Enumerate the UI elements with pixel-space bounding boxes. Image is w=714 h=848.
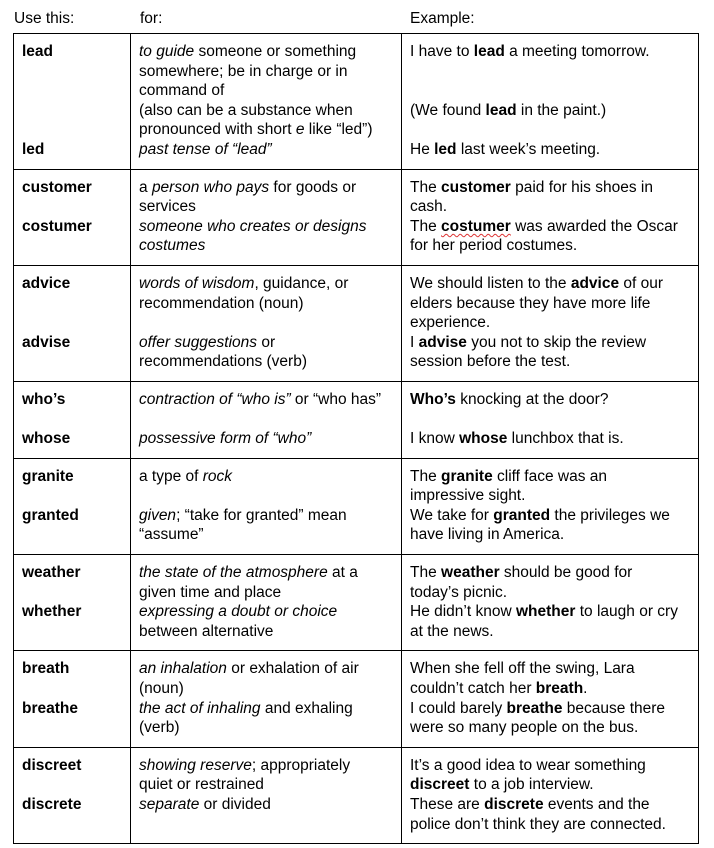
text: When she fell off the swing, Lara [410, 660, 635, 678]
text: you not to skip the review [466, 333, 647, 351]
text-line [410, 236, 691, 256]
text-line [139, 583, 394, 603]
text-line [139, 506, 394, 526]
word [22, 775, 123, 795]
text-line [410, 815, 691, 835]
text-line [139, 679, 394, 699]
header-for: for: [140, 10, 163, 27]
text-line [410, 679, 691, 699]
bold-term: breathe [506, 699, 563, 717]
definition-cell [131, 747, 402, 843]
text-line [410, 294, 691, 314]
text-line [139, 756, 394, 776]
italic-text: person who pays [151, 178, 270, 196]
word: advice [22, 274, 71, 292]
word: granite [22, 467, 74, 485]
text: knocking at the door? [455, 390, 609, 408]
text-line [139, 429, 394, 449]
text: ; appropriately [251, 756, 351, 774]
text-line [410, 659, 691, 679]
text-line [139, 333, 394, 353]
example-cell [402, 34, 699, 170]
text-line [139, 699, 394, 719]
text: lunchbox that is. [507, 430, 624, 448]
text-line [139, 486, 394, 506]
text-line [410, 622, 691, 642]
table-row [14, 555, 699, 651]
text: paid for his shoes in [510, 178, 653, 196]
text: last week’s meeting. [456, 140, 601, 158]
text: at the news. [410, 622, 494, 640]
text-line [139, 81, 394, 101]
bold-term: whether [515, 603, 576, 621]
text: or “who has” [290, 390, 382, 408]
word: who’s [22, 390, 66, 408]
text-line [139, 197, 394, 217]
italic-text: showing reserve [139, 756, 252, 774]
text-line [410, 274, 691, 294]
text: recommendations (verb) [139, 353, 307, 371]
text: quiet or restrained [139, 776, 264, 794]
text: somewhere; be in charge or in [139, 62, 348, 80]
italic-text: words of wisdom [139, 274, 255, 292]
bold-term: customer [441, 178, 511, 196]
italic-text: given [139, 506, 177, 524]
text: were so many people on the bus. [410, 719, 639, 737]
text: in the paint.) [516, 101, 607, 119]
text: , guidance, or [254, 274, 349, 292]
word [22, 120, 123, 140]
definition-cell [131, 458, 402, 554]
text: for her period costumes. [410, 237, 578, 255]
text-line [139, 62, 394, 82]
word-cell [14, 555, 131, 651]
example-cell [402, 265, 699, 381]
definition-cell [131, 169, 402, 265]
text-line [410, 602, 691, 622]
word [22, 583, 123, 603]
bold-term: weather [441, 564, 500, 582]
text: and exhaling [260, 699, 353, 717]
word-usage-table [13, 33, 699, 844]
text: or [257, 333, 276, 351]
text-line [410, 429, 691, 449]
italic-text: the state of the atmosphere [139, 564, 328, 582]
text-line [410, 583, 691, 603]
text-line [410, 525, 691, 545]
text: at a [327, 564, 358, 582]
text-line [139, 236, 394, 256]
text: session before the test. [410, 353, 571, 371]
word: breathe [22, 699, 78, 717]
text: or divided [199, 796, 271, 813]
text-line [410, 775, 691, 795]
text: We take for [410, 506, 494, 524]
word: whether [22, 603, 82, 621]
text-line [139, 178, 394, 198]
text: The [410, 564, 442, 582]
definition-cell [131, 555, 402, 651]
word: costumer [22, 217, 92, 235]
text-line [410, 352, 691, 372]
text-line [410, 390, 691, 410]
text: The [410, 217, 442, 235]
text: elders because they have more life [410, 294, 651, 312]
word-cell [14, 265, 131, 381]
text-line [139, 602, 394, 622]
text: “assume” [139, 526, 204, 544]
example-cell [402, 555, 699, 651]
text: to laugh or cry [575, 603, 678, 621]
bold-term: costumer [441, 217, 511, 235]
text: The [410, 178, 442, 196]
text: experience. [410, 314, 491, 332]
text: (verb) [139, 719, 180, 737]
italic-text: an inhalation [139, 660, 227, 678]
text: a [139, 178, 152, 196]
example-cell [402, 651, 699, 747]
text-line [410, 81, 691, 101]
text: for goods or [269, 178, 357, 196]
text: I know [410, 430, 460, 448]
italic-text: to guide [139, 43, 195, 60]
text-line [410, 486, 691, 506]
text: He [410, 140, 435, 158]
header-use-this: Use this: [14, 10, 75, 27]
text: I could barely [410, 699, 507, 717]
bold-term: granted [493, 506, 551, 524]
text-line [410, 120, 691, 140]
word: whose [22, 430, 71, 448]
text: ; “take for granted” mean [176, 506, 347, 524]
bold-term: breath [535, 680, 584, 698]
example-cell [402, 458, 699, 554]
text: like “led”) [304, 121, 373, 139]
word: customer [22, 178, 92, 196]
word: weather [22, 564, 81, 582]
text: police don’t think they are connected. [410, 815, 666, 833]
example-cell [402, 747, 699, 843]
text-line [139, 410, 394, 430]
text-line [410, 313, 691, 333]
word-cell [14, 169, 131, 265]
word [22, 197, 123, 217]
text: (also can be a substance when [139, 101, 353, 119]
example-cell [402, 169, 699, 265]
italic-text: expressing a doubt or choice [139, 603, 338, 621]
word [22, 62, 123, 82]
text-line [139, 795, 394, 815]
italic-text: costumes [139, 237, 206, 255]
definition-cell [131, 651, 402, 747]
text-line [139, 140, 394, 160]
bold-term: whose [459, 430, 508, 448]
text: (We found [410, 101, 486, 119]
bold-term: discrete [484, 796, 544, 813]
text: the privileges we [550, 506, 670, 524]
text-line [410, 333, 691, 353]
text: It’s a good idea to wear something [410, 756, 646, 774]
text: have living in America. [410, 526, 565, 544]
text-line [139, 294, 394, 314]
text: These are [410, 796, 485, 813]
text: events and the [543, 796, 650, 813]
text-line [410, 42, 691, 62]
text-line [410, 140, 691, 160]
text-line [139, 659, 394, 679]
word [22, 410, 123, 430]
word [22, 486, 123, 506]
text: a meeting tomorrow. [504, 43, 650, 60]
text: services [139, 198, 196, 216]
text-line [410, 699, 691, 719]
text: because there [562, 699, 666, 717]
text-line [139, 42, 394, 62]
example-cell [402, 381, 699, 458]
text: recommendation (noun) [139, 294, 304, 312]
word: discrete [22, 796, 82, 813]
word: granted [22, 506, 79, 524]
bold-term: advice [570, 274, 620, 292]
word: breath [22, 660, 70, 678]
word-cell [14, 651, 131, 747]
text-line [139, 718, 394, 738]
text-line [139, 101, 394, 121]
table-row [14, 458, 699, 554]
text-line [139, 525, 394, 545]
table-row [14, 34, 699, 170]
word-cell [14, 381, 131, 458]
definition-cell [131, 381, 402, 458]
text-line [410, 62, 691, 82]
word [22, 313, 123, 333]
text: should be good for [499, 564, 633, 582]
text: pronounced with short [139, 121, 296, 139]
bold-term: discreet [410, 776, 470, 794]
text-line [410, 178, 691, 198]
text: We should listen to the [410, 274, 571, 292]
word [22, 294, 123, 314]
text: of our [619, 274, 664, 292]
text-line [410, 217, 691, 237]
header-example: Example: [410, 10, 475, 27]
word-cell [14, 747, 131, 843]
definition-cell [131, 265, 402, 381]
text-line [139, 467, 394, 487]
table-row [14, 747, 699, 843]
text: . [583, 680, 588, 698]
text-line [410, 467, 691, 487]
word [22, 101, 123, 121]
text: impressive sight. [410, 487, 526, 505]
italic-text: possessive form of “who” [139, 430, 312, 448]
text-line [410, 756, 691, 776]
text-line [410, 410, 691, 430]
bold-term: Who’s [410, 390, 456, 408]
bold-term: advise [418, 333, 467, 351]
text: He didn’t know [410, 603, 516, 621]
word: lead [22, 43, 54, 60]
word: discreet [22, 756, 82, 774]
table-row [14, 381, 699, 458]
text: cliff face was an [492, 467, 608, 485]
text: cash. [410, 198, 448, 216]
italic-text: the act of inhaling [139, 699, 261, 717]
text: (noun) [139, 680, 184, 698]
text: someone or something [194, 43, 357, 60]
text-line [410, 506, 691, 526]
text-line [139, 120, 394, 140]
word: advise [22, 333, 71, 351]
bold-term: led [434, 140, 457, 158]
italic-text: contraction of “who is” [139, 390, 291, 408]
word [22, 81, 123, 101]
bold-term: granite [441, 467, 493, 485]
italic-text: offer suggestions [139, 333, 258, 351]
text: to a job interview. [469, 776, 594, 794]
text-line [410, 563, 691, 583]
italic-text: past tense of “lead” [139, 140, 272, 158]
text-line [139, 352, 394, 372]
text-line [139, 775, 394, 795]
text-line [139, 390, 394, 410]
text-line [139, 313, 394, 333]
word [22, 679, 123, 699]
table-row [14, 265, 699, 381]
text: couldn’t catch her [410, 680, 536, 698]
text-line [139, 563, 394, 583]
text: The [410, 467, 442, 485]
word-cell [14, 34, 131, 170]
word: led [22, 140, 45, 158]
word-cell [14, 458, 131, 554]
definition-cell [131, 34, 402, 170]
text-line [410, 101, 691, 121]
italic-text: rock [202, 467, 233, 485]
text: between alternative [139, 622, 274, 640]
italic-text: separate [139, 796, 200, 813]
bold-term: lead [473, 43, 505, 60]
text: or exhalation of air [226, 660, 359, 678]
text: a type of [139, 467, 203, 485]
text-line [139, 622, 394, 642]
italic-text: someone who creates or designs [139, 217, 367, 235]
text-line [410, 795, 691, 815]
text-line [139, 217, 394, 237]
text-line [410, 197, 691, 217]
table-row [14, 169, 699, 265]
text: given time and place [139, 583, 282, 601]
text: was awarded the Oscar [510, 217, 678, 235]
italic-text: e [295, 121, 305, 139]
text: I [410, 333, 419, 351]
text-line [410, 718, 691, 738]
text: command of [139, 82, 225, 100]
bold-term: lead [485, 101, 517, 119]
text: I have to [410, 43, 474, 60]
table-row [14, 651, 699, 747]
text: today’s picnic. [410, 583, 508, 601]
text-line [139, 274, 394, 294]
